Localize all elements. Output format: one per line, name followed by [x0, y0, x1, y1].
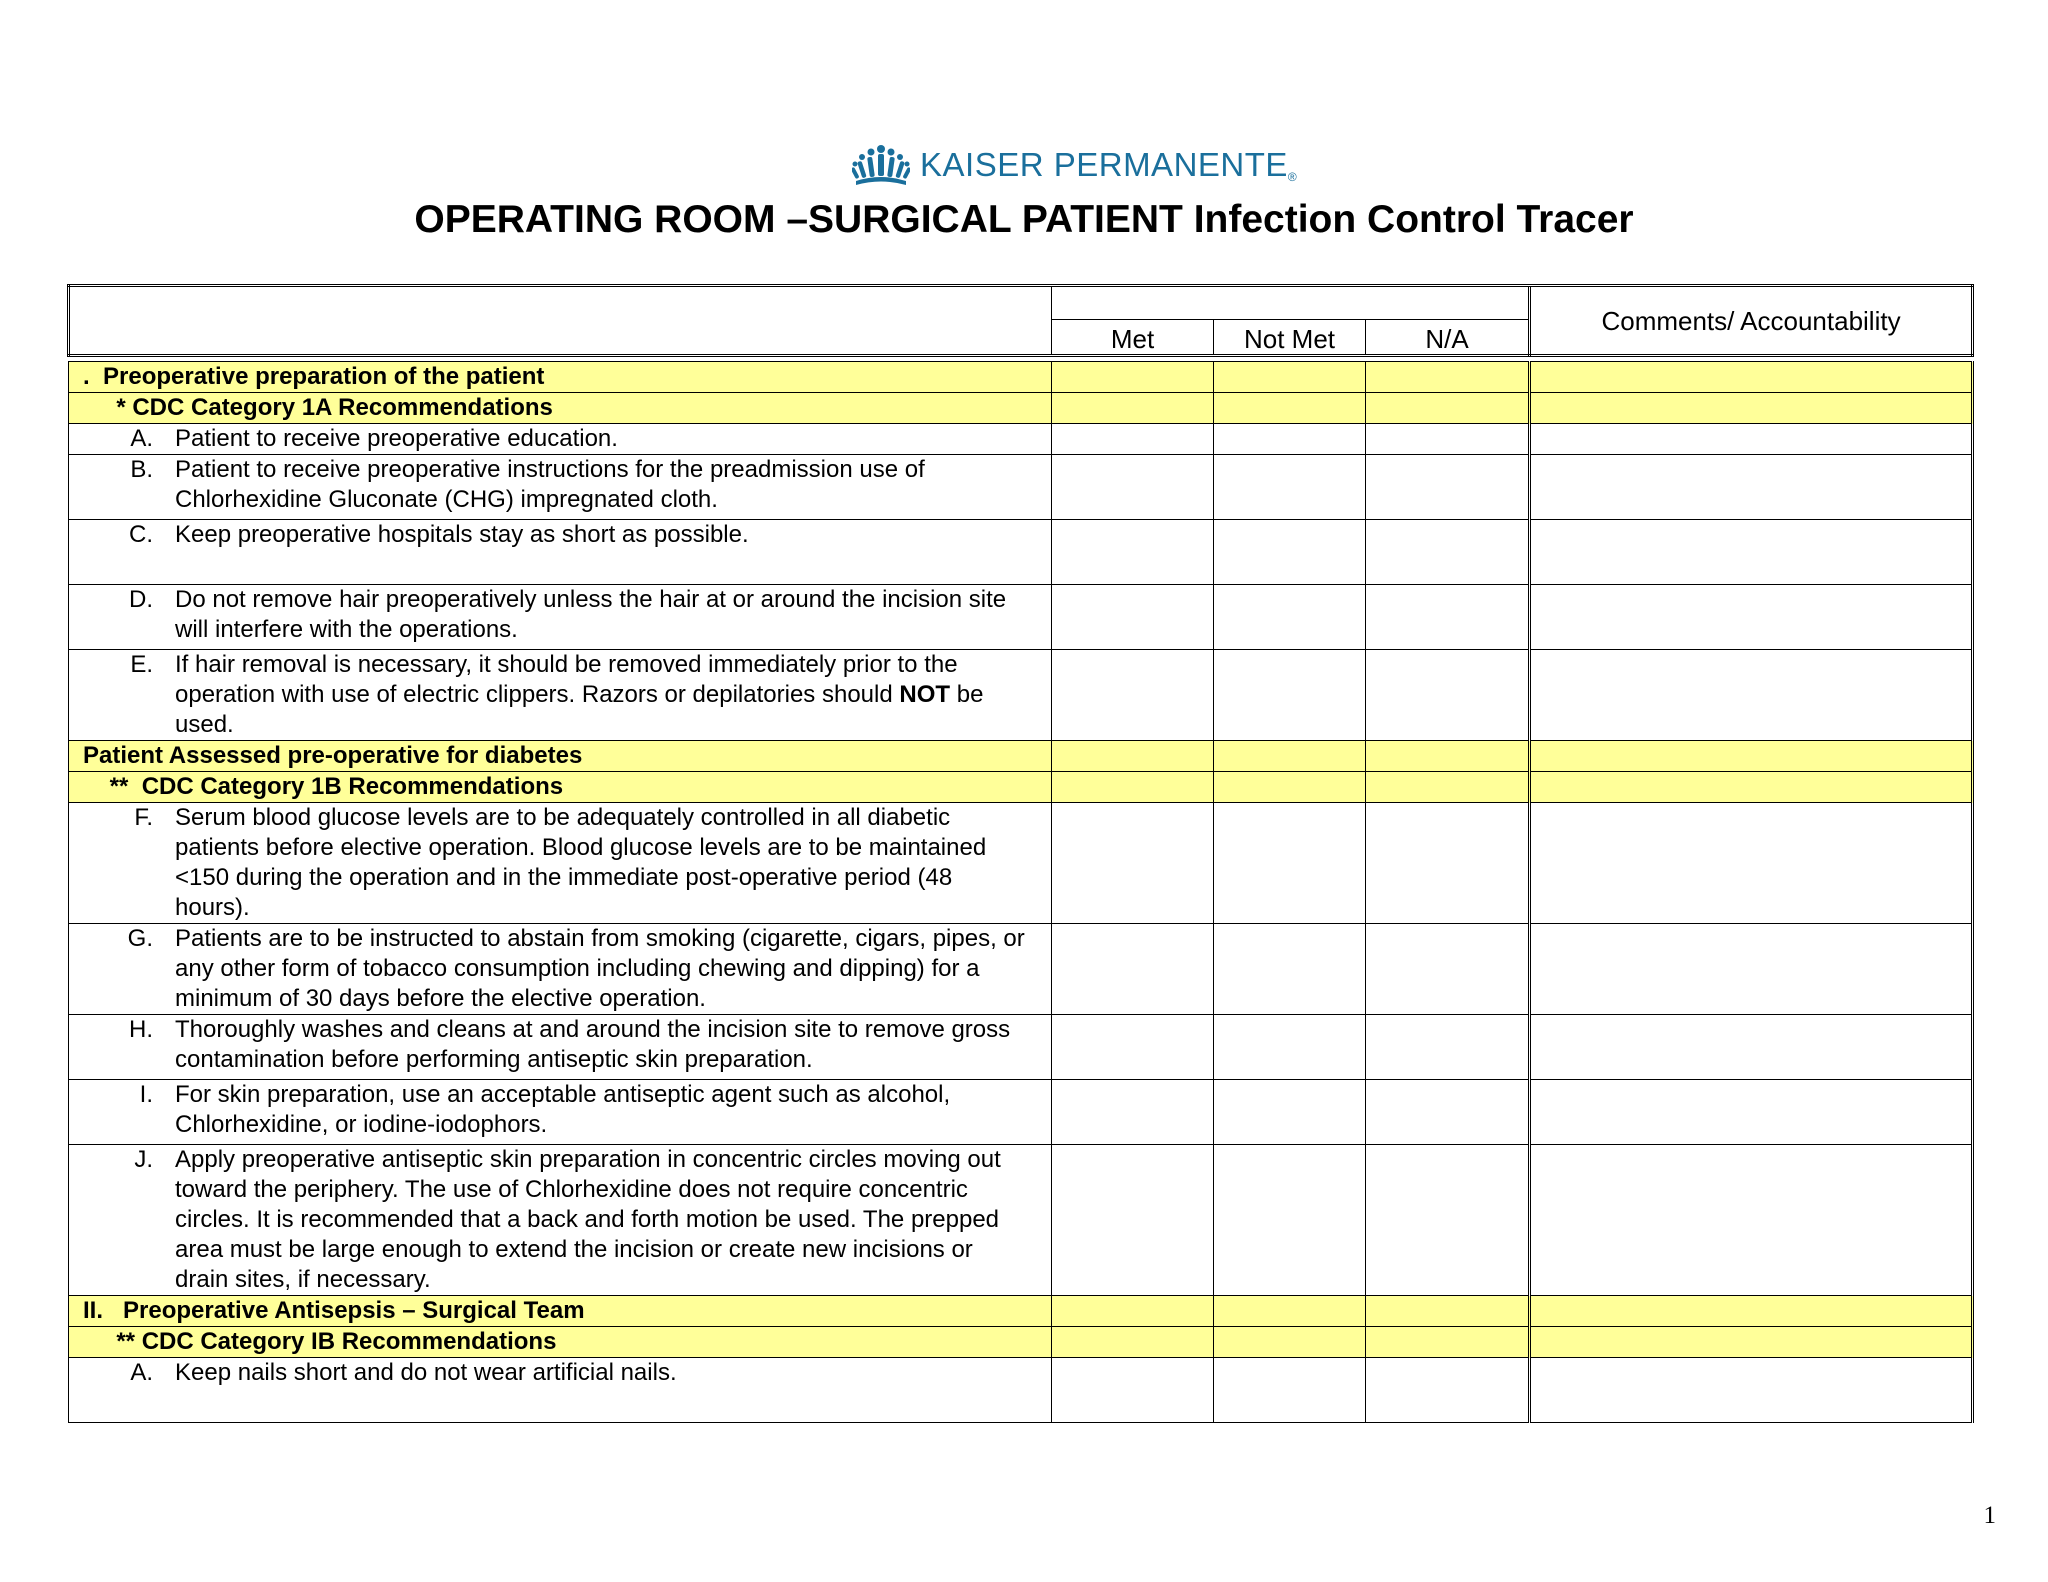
met-cell[interactable]	[1052, 803, 1214, 924]
comments-cell[interactable]	[1530, 803, 1973, 924]
met-cell[interactable]	[1052, 585, 1214, 650]
comments-cell[interactable]	[1530, 362, 1973, 393]
not-met-cell[interactable]	[1214, 393, 1366, 424]
item-description-cell	[69, 1015, 1052, 1080]
item-label: C.	[129, 521, 153, 548]
not-met-cell[interactable]	[1214, 772, 1366, 803]
na-cell[interactable]	[1366, 1358, 1530, 1423]
not-met-cell[interactable]	[1214, 741, 1366, 772]
na-cell[interactable]	[1366, 1327, 1530, 1358]
item-text	[175, 924, 1051, 1014]
page-number: 1	[1983, 1502, 1996, 1529]
item-text	[175, 585, 1051, 645]
not-met-cell[interactable]	[1214, 455, 1366, 520]
item-row	[69, 424, 1973, 455]
na-cell[interactable]	[1366, 520, 1530, 585]
comments-cell[interactable]	[1530, 924, 1973, 1015]
item-text	[175, 520, 1051, 550]
item-row	[69, 1145, 1973, 1296]
na-cell[interactable]	[1366, 772, 1530, 803]
item-text-main: Patient to receive preoperative education.	[175, 425, 618, 452]
met-cell[interactable]	[1052, 741, 1214, 772]
kaiser-permanente-logo	[852, 140, 1297, 190]
na-cell[interactable]	[1366, 455, 1530, 520]
item-description	[69, 1145, 1051, 1295]
kaiser-figures-icon	[852, 143, 910, 187]
tracer-table	[67, 284, 1974, 1423]
item-label: J.	[134, 1146, 153, 1173]
item-text-main: For skin preparation, use an acceptable antiseptic agent such as alcohol, Chlorhexidine, or iodine-iodophors.	[175, 1081, 951, 1138]
not-met-cell[interactable]	[1214, 803, 1366, 924]
item-description	[69, 1080, 1051, 1140]
item-text-main: Patients are to be instructed to abstain from smoking (cigarette, cigars, pipes, or any other form of tobacco consumption including chewing and dipping) for a minimum of 30 days before the elective operation.	[175, 925, 1025, 1012]
met-cell[interactable]	[1052, 924, 1214, 1015]
not-met-cell[interactable]	[1214, 362, 1366, 393]
item-text	[175, 424, 1051, 454]
item-row	[69, 455, 1973, 520]
not-met-cell[interactable]	[1214, 424, 1366, 455]
page-title: OPERATING ROOM –SURGICAL PATIENT Infection Control Tracer	[414, 198, 1634, 241]
item-text	[175, 1015, 1051, 1075]
item-row	[69, 924, 1973, 1015]
not-met-cell[interactable]	[1214, 520, 1366, 585]
na-cell[interactable]	[1366, 424, 1530, 455]
section-heading: ** CDC Category IB Recommendations	[69, 1327, 1052, 1358]
item-description-cell	[69, 1080, 1052, 1145]
logo-wordmark: KAISER PERMANENTE®	[920, 146, 1298, 184]
item-description	[69, 803, 1051, 923]
header-blank-cell	[69, 286, 1052, 356]
met-cell[interactable]	[1052, 772, 1214, 803]
item-text-main: Apply preoperative antiseptic skin preparation in concentric circles moving out toward the periphery. The use of Chlorhexidine does not require concentric circles. It is recommended that a back and forth motion be used. The prepped area must be large enough to extend the incision or create new incisions or drain sites, if necessary.	[175, 1146, 1001, 1293]
item-text	[175, 650, 1051, 740]
not-met-cell[interactable]	[1214, 1080, 1366, 1145]
item-description	[69, 650, 1051, 740]
met-cell[interactable]	[1052, 362, 1214, 393]
not-met-cell[interactable]	[1214, 1015, 1366, 1080]
item-description-cell	[69, 424, 1052, 455]
item-description-cell	[69, 455, 1052, 520]
na-cell[interactable]	[1366, 1080, 1530, 1145]
item-label: A.	[130, 425, 153, 452]
item-description	[69, 424, 1051, 454]
na-cell[interactable]	[1366, 393, 1530, 424]
item-description	[69, 585, 1051, 645]
met-cell[interactable]	[1052, 1296, 1214, 1327]
item-text-main: Do not remove hair preoperatively unless the hair at or around the incision site will interfere with the operations.	[175, 586, 1007, 643]
item-label: A.	[130, 1359, 153, 1386]
item-label: D.	[129, 586, 153, 613]
item-description-cell	[69, 924, 1052, 1015]
item-row	[69, 585, 1973, 650]
comments-cell[interactable]	[1530, 520, 1973, 585]
met-cell[interactable]	[1052, 1145, 1214, 1296]
item-row	[69, 650, 1973, 741]
comments-cell[interactable]	[1530, 1080, 1973, 1145]
comments-cell[interactable]	[1530, 1015, 1973, 1080]
not-met-cell[interactable]	[1214, 1145, 1366, 1296]
not-met-cell[interactable]	[1214, 1327, 1366, 1358]
section-row	[69, 1327, 1973, 1358]
met-cell[interactable]	[1052, 424, 1214, 455]
column-header-na: N/A	[1366, 320, 1530, 356]
item-text	[175, 455, 1051, 515]
item-label: B.	[130, 456, 153, 483]
item-text-main: Keep preoperative hospitals stay as short as possible.	[175, 521, 749, 548]
section-heading: II. Preoperative Antisepsis – Surgical Team	[69, 1296, 1052, 1327]
met-cell[interactable]	[1052, 1080, 1214, 1145]
na-cell[interactable]	[1366, 362, 1530, 393]
item-description-cell	[69, 1358, 1052, 1423]
item-label: H.	[129, 1016, 153, 1043]
item-text	[175, 1145, 1051, 1295]
section-heading: Patient Assessed pre-operative for diabetes	[69, 741, 1052, 772]
item-description-cell	[69, 803, 1052, 924]
item-description-cell	[69, 585, 1052, 650]
item-row	[69, 803, 1973, 924]
met-cell[interactable]	[1052, 650, 1214, 741]
met-cell[interactable]	[1052, 393, 1214, 424]
met-cell[interactable]	[1052, 1358, 1214, 1423]
not-met-cell[interactable]	[1214, 650, 1366, 741]
na-cell[interactable]	[1366, 1145, 1530, 1296]
item-label: G.	[127, 925, 153, 952]
item-text-main: Serum blood glucose levels are to be adequately controlled in all diabetic patients before elective operation. Blood glucose levels are to be maintained <150 during the operation and in the immediate post-operative period (48 hours).	[175, 804, 987, 921]
na-cell[interactable]	[1366, 1015, 1530, 1080]
column-header-comments: Comments/ Accountability	[1530, 286, 1973, 356]
comments-cell[interactable]	[1530, 1296, 1973, 1327]
section-heading: * CDC Category 1A Recommendations	[69, 393, 1052, 424]
met-cell[interactable]	[1052, 1015, 1214, 1080]
item-text-main: Patient to receive preoperative instructions for the preadmission use of Chlorhexidine Gluconate (CHG) impregnated cloth.	[175, 456, 925, 513]
not-met-cell[interactable]	[1214, 924, 1366, 1015]
item-description-cell	[69, 520, 1052, 585]
item-description-cell	[69, 1145, 1052, 1296]
item-text-main: If hair removal is necessary, it should be removed immediately prior to the operation with use of electric clippers. Razors or depilatories should	[175, 651, 958, 708]
comments-cell[interactable]	[1530, 393, 1973, 424]
header-row-top	[69, 286, 1973, 320]
met-cell[interactable]	[1052, 455, 1214, 520]
comments-cell[interactable]	[1530, 424, 1973, 455]
item-row	[69, 1358, 1973, 1423]
item-description	[69, 1358, 1051, 1388]
column-header-met: Met	[1052, 320, 1214, 356]
na-cell[interactable]	[1366, 585, 1530, 650]
item-text-tail: be used.	[175, 681, 984, 738]
item-description	[69, 924, 1051, 1014]
section-row	[69, 362, 1973, 393]
met-cell[interactable]	[1052, 1327, 1214, 1358]
comments-cell[interactable]	[1530, 585, 1973, 650]
item-row	[69, 1080, 1973, 1145]
item-text	[175, 1358, 1051, 1388]
item-label: I.	[139, 1081, 153, 1108]
not-met-cell[interactable]	[1214, 585, 1366, 650]
na-cell[interactable]	[1366, 650, 1530, 741]
comments-cell[interactable]	[1530, 455, 1973, 520]
section-heading: ** CDC Category 1B Recommendations	[69, 772, 1052, 803]
comments-cell[interactable]	[1530, 1145, 1973, 1296]
item-text	[175, 1080, 1051, 1140]
section-row	[69, 1296, 1973, 1327]
comments-cell[interactable]	[1530, 1327, 1973, 1358]
item-text-emphasis: NOT	[899, 681, 951, 708]
na-cell[interactable]	[1366, 924, 1530, 1015]
item-description	[69, 520, 1051, 550]
na-cell[interactable]	[1366, 741, 1530, 772]
section-heading: . Preoperative preparation of the patient	[69, 362, 1052, 393]
not-met-cell[interactable]	[1214, 1296, 1366, 1327]
item-text-main: Thoroughly washes and cleans at and around the incision site to remove gross contamination before performing antiseptic skin preparation.	[175, 1016, 1011, 1073]
item-description	[69, 1015, 1051, 1075]
item-description	[69, 455, 1051, 515]
section-row	[69, 741, 1973, 772]
comments-cell[interactable]	[1530, 741, 1973, 772]
item-text	[175, 803, 1051, 923]
not-met-cell[interactable]	[1214, 1358, 1366, 1423]
item-label: E.	[130, 651, 153, 678]
na-cell[interactable]	[1366, 803, 1530, 924]
item-row	[69, 1015, 1973, 1080]
comments-cell[interactable]	[1530, 1358, 1973, 1423]
na-cell[interactable]	[1366, 1296, 1530, 1327]
item-row	[69, 520, 1973, 585]
section-row	[69, 772, 1973, 803]
met-cell[interactable]	[1052, 520, 1214, 585]
comments-cell[interactable]	[1530, 650, 1973, 741]
item-label: F.	[134, 804, 153, 831]
item-text-main: Keep nails short and do not wear artificial nails.	[175, 1359, 677, 1386]
section-row	[69, 393, 1973, 424]
column-header-not-met: Not Met	[1214, 320, 1366, 356]
item-description-cell	[69, 650, 1052, 741]
comments-cell[interactable]	[1530, 772, 1973, 803]
header-group-cell	[1052, 286, 1530, 320]
